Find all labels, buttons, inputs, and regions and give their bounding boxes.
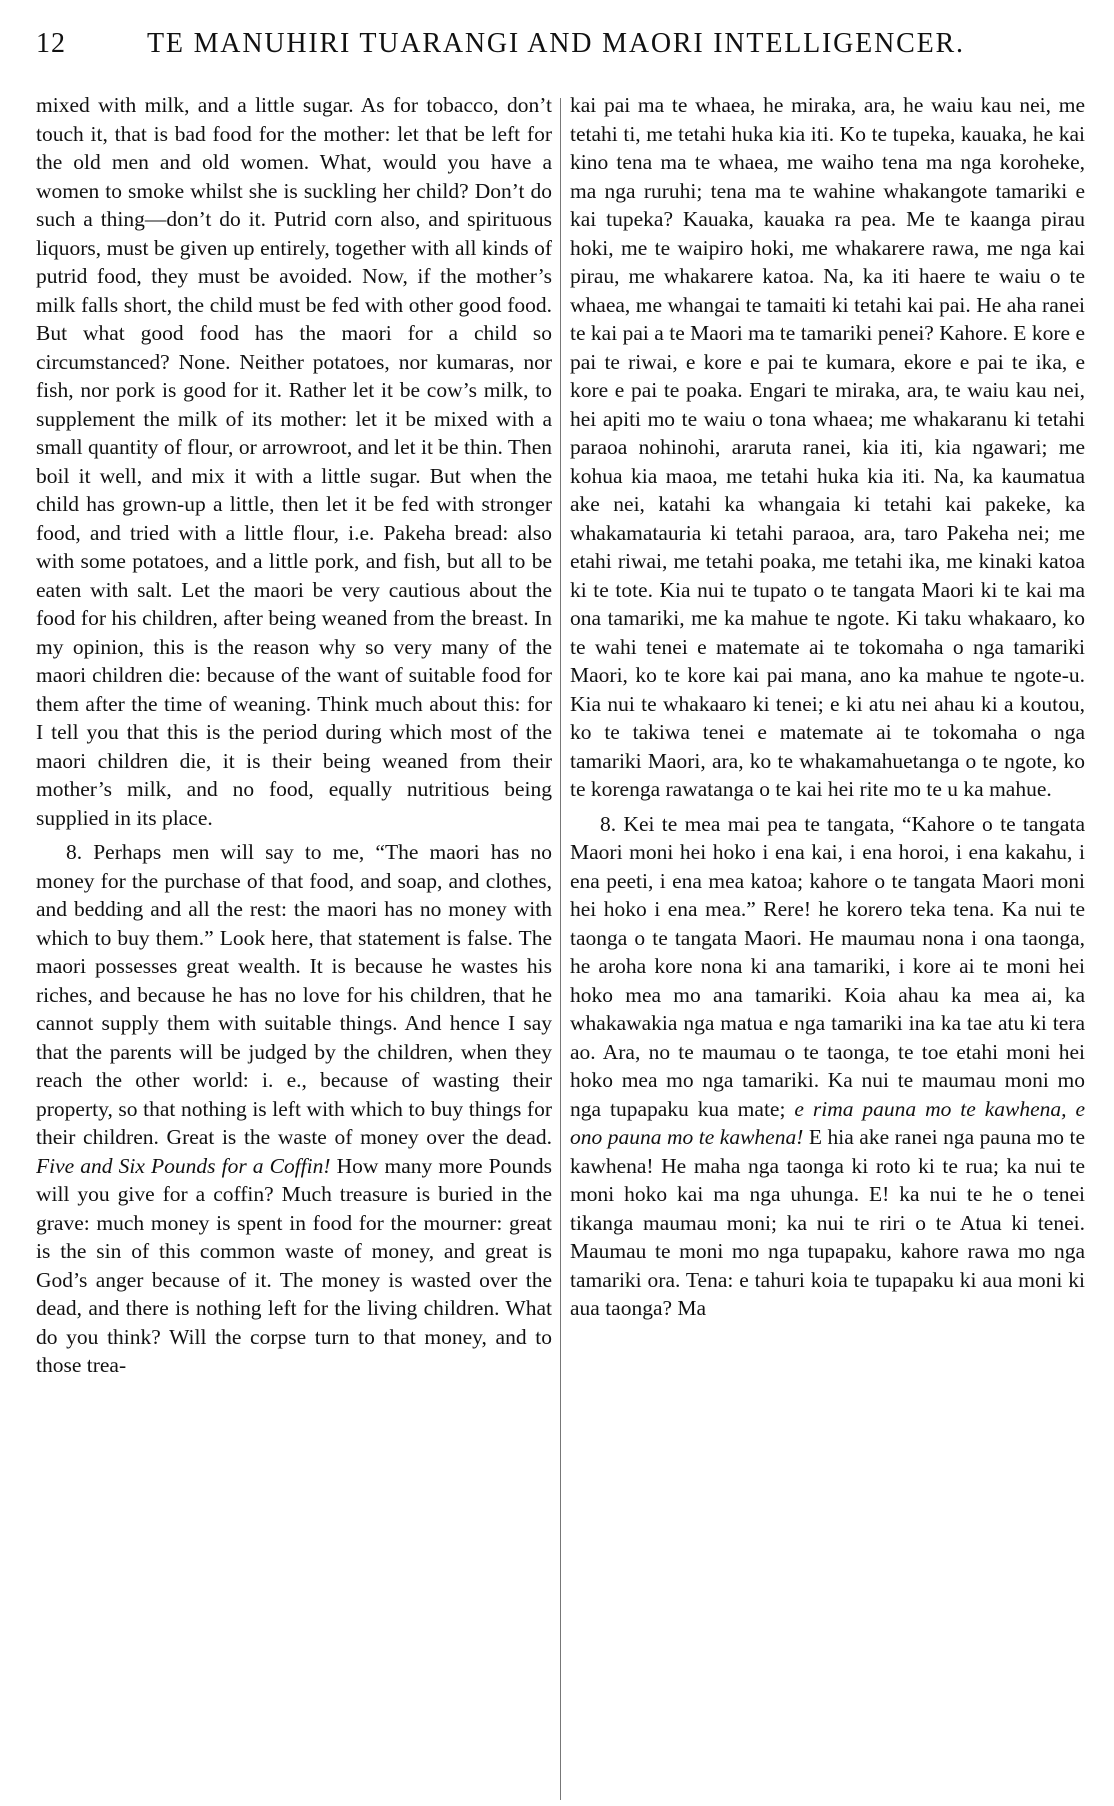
english-column bbox=[36, 91, 552, 1803]
maori-paragraph-8-text-after-italic: E hia ake ranei nga pauna mo te kawhena! He maha nga taonga ki roto ki te rua; ka nui te moni hoko kai ma nga uhunga. E! ka nui te he o tenei tikanga maumau moni; ka nui te riri o te Atua ki tenei. Maumau te moni mo nga tupapaku, kahore rawa mo nga tamariki ora. Tena: e tahuri koia te tupapaku ki aua moni ki aua taonga? Ma bbox=[570, 1125, 1085, 1320]
english-paragraph-7-continuation: mixed with milk, and a little sugar. As for tobacco, don’t touch it, that is bad food for the mother: let that be left for the old men and old women. What, would you have a women to smoke whilst she is suckling her child? Don’t do such a thing—don’t do it. Putrid corn also, and spirituous liquors, must be given up entirely, together with all kinds of putrid food, they must be avoided. Now, if the mother’s milk falls short, the child must be fed with other good food. But what good food has the maori for a child so circumstanced? None. Neither potatoes, nor kumaras, nor fish, nor pork is good for it. Rather let it be cow’s milk, to supplement the milk of its mother: let it be mixed with a small quantity of flour, or arrowroot, and let it be thin. Then boil it well, and mix it with a little sugar. But when the child has grown-up a little, then let it be fed with stronger food, and tried with a little flour, i.e. Pakeha bread: also with some potatoes, and a little pork, and fish, but all to be eaten with salt. Let the maori be very cautious about the food for his children, after being weaned from the breast. In my opinion, this is the reason why so very many of the maori children die: because of the want of suitable food for them after the time of weaning. Think much about this: for I tell you that this is the period during which most of the maori children die, it is their being weaned from their mother’s milk, and no food, equally nutritious being supplied in its place. bbox=[36, 93, 552, 830]
maori-paragraph-8-text-before-italic: 8. Kei te mea mai pea te tangata, “Kahore o te tangata Maori moni hei hoko i ena kai, i ena horoi, i ena kakahu, i ena peeti, i ena mea katoa; kahore o te tangata Maori moni hei hoko i ena mea.” Rere! he korero teka tena. Ka nui te taonga o te tangata Maori. He maumau nona i ona taonga, he aroha kore nona ki ana tamariki, i kore ai te moni hei hoko mea mo ana tamariki. Koia ahau ka mea ai, ka whakawakia nga matua e nga tamariki ina ka tae atu ki tera ao. Ara, no te maumau o te taonga, te toe etahi moni hei hoko mea mo nga tamariki. Ka nui te maumau moni mo nga tupapaku kua mate; bbox=[570, 811, 1085, 1121]
column-divider bbox=[560, 98, 561, 1800]
english-paragraph-8-text-after-italic: How many more Pounds will you give for a coffin? Much treasure is buried in the grave: much money is spent in food for the mourner: great is the sin of this common waste of money, and great is God’s anger because of it. The money is wasted over the dead, and there is nothing left for the living children. What do you think? Will the corpse turn to that money, and to those trea- bbox=[36, 1153, 552, 1377]
maori-column bbox=[570, 91, 1085, 1803]
english-paragraph-8-text-before-italic: 8. Perhaps men will say to me, “The maori has no money for the purchase of that food, and soap, and clothes, and bedding and all the rest: the maori has no money with which to buy them.” Look here, that statement is false. The maori possesses great wealth. It is because he wastes his riches, and because he has no love for his children, that he cannot supply them with suitable things. And hence I say that the parents will be judged by the children, when they reach the other world: i. e., because of wasting their property, so that nothing is left with which to buy things for their children. Great is the waste of money over the dead. bbox=[36, 840, 552, 1149]
maori-paragraph-8 bbox=[570, 810, 1085, 1323]
running-title: TE MANUHIRI TUARANGI AND MAORI INTELLIGENCER. bbox=[147, 28, 965, 59]
page-header bbox=[36, 28, 1086, 70]
maori-paragraph-8-italic-text: e rima pauna mo te kawhena, e ono pauna mo te kawhena! bbox=[570, 1096, 1085, 1149]
english-paragraph-8-italic-text: Five and Six Pounds for a Coffin! bbox=[36, 1153, 331, 1178]
english-paragraph-8 bbox=[36, 838, 552, 1380]
maori-paragraph-7-continuation: kai pai ma te whaea, he miraka, ara, he waiu kau nei, me tetahi ti, me tetahi huka kia iti. Ko te tupeka, kauaka, he kai kino tena ma te whaea, me waiho tena ma nga koroheke, ma nga ruruhi; tena ma te wahine whakangote tamariki e kai tupeka? Kauaka, kauaka ra pea. Me te kaanga pirau hoki, me te waipiro hoki, me whakarere rawa, me nga kai pirau, me whakarere katoa. Na, ka iti haere te waiu o te whaea, me whangai te tamaiti ki tetahi kai pai. He aha ranei te kai pai a te Maori ma te tamariki penei? Kahore. E kore e pai te riwai, e kore e pai te kumara, ekore e pai te ika, e kore e pai te poaka. Engari te miraka, ara, te waiu kau nei, hei apiti mo te waiu o tona whaea; me whakaranu ki tetahi paraoa nohinohi, araruta ranei, kia iti, kia ngawari; me kohua kia maoa, me tetahi huka kia iti. Na, ka kaumatua ake nei, katahi ka whangaia ki tetahi kai pakeke, ka whakamatauria ki tetahi paraoa, ara, taro Pakeha nei; me etahi riwai, me tetahi poaka, me tetahi ika, me kinaki katoa ki te tote. Kia nui te tupato o te tangata Maori ki te kai ma ona tamariki, me ka mahue te ngote. Ki taku whakaaro, ko te wahi tenei e matemate ai te tokomaha o nga tamariki Maori, ko te kore kai pai mana, ano ka mahue te ngote-u. Kia nui te whakaaro ki tenei; e ki atu nei ahau ki a koutou, ko te takiwa tenei e matemate ai te tokomaha o nga tamariki Maori, ara, ko te whakamahuetanga o te ngote, ko te korenga rawatanga o te kai hei rite mo te u ka mahue. bbox=[570, 93, 1085, 801]
page-number: 12 bbox=[36, 28, 66, 59]
